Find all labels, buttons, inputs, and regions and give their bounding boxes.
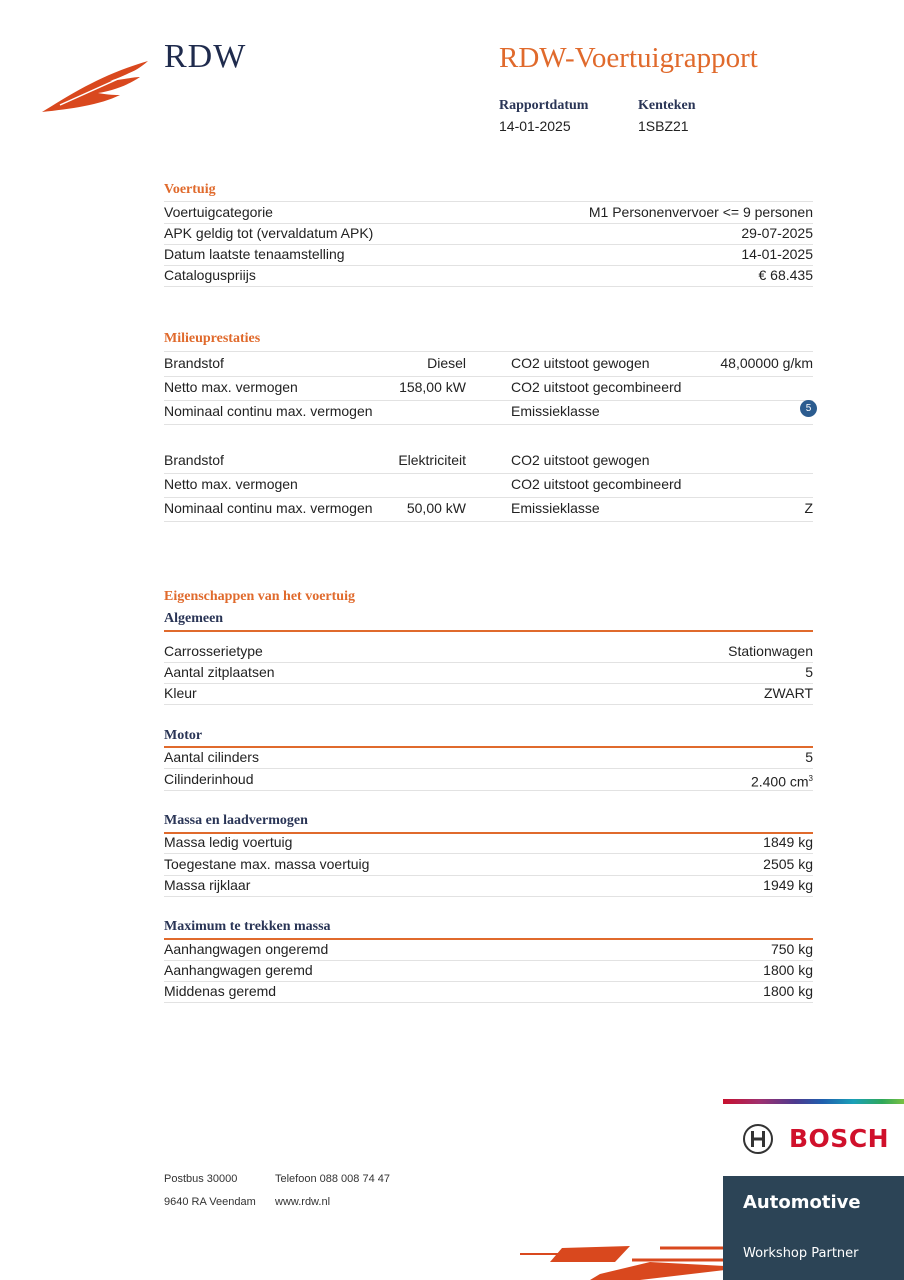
table-row — [164, 497, 813, 522]
table-row — [164, 939, 813, 961]
row-value: Stationwagen — [728, 643, 813, 659]
row-label: APK geldig tot (vervaldatum APK) — [164, 225, 374, 241]
row-value: 1800 kg — [763, 983, 813, 999]
speed-lines-graphic — [520, 1240, 725, 1280]
cell: CO2 uitstoot gecombineerd — [511, 379, 682, 395]
footer-plaats: 9640 RA Veendam — [164, 1196, 256, 1208]
bosch-color-stripe — [723, 1099, 904, 1104]
unit-superscript: 3 — [808, 774, 813, 783]
table-row — [164, 449, 813, 474]
cell: CO2 uitstoot gewogen — [511, 355, 650, 371]
algemeen-title: Algemeen — [164, 611, 224, 626]
row-value: 14-01-2025 — [741, 246, 813, 262]
row-value — [751, 769, 813, 792]
row-label: Voertuigcategorie — [164, 204, 273, 220]
divider — [164, 630, 813, 632]
cell: CO2 uitstoot gecombineerd — [511, 476, 682, 492]
voertuig-title: Voertuig — [164, 182, 216, 197]
table-row — [164, 351, 813, 377]
table-row — [164, 265, 813, 287]
row-value: 1949 kg — [763, 877, 813, 893]
cell: Diesel — [427, 355, 466, 371]
table-row — [164, 960, 813, 982]
cell: Emissieklasse — [511, 403, 600, 419]
table-row — [164, 875, 813, 897]
row-value: 29-07-2025 — [741, 225, 813, 241]
footer-postbus: Postbus 30000 — [164, 1173, 238, 1185]
row-value: 1849 kg — [763, 834, 813, 850]
table-row — [164, 473, 813, 498]
row-value: ZWART — [764, 685, 813, 701]
cell: Emissieklasse — [511, 500, 600, 516]
table-row — [164, 376, 813, 401]
footer-website-link[interactable]: www.rdw.nl — [275, 1196, 331, 1208]
cell: Elektriciteit — [398, 452, 466, 468]
row-value: 5 — [805, 664, 813, 680]
row-label: Datum laatste tenaamstelling — [164, 246, 345, 262]
bosch-armature-icon — [742, 1123, 774, 1155]
table-row — [164, 747, 813, 769]
cell: 50,00 kW — [406, 500, 466, 516]
rdw-logo-text: RDW — [164, 38, 247, 75]
table-row — [164, 244, 813, 266]
row-label: Toegestane max. massa voertuig — [164, 856, 370, 872]
row-value: 750 kg — [770, 941, 813, 957]
table-row — [164, 832, 813, 854]
table-row — [164, 683, 813, 705]
row-value: 2505 kg — [763, 856, 813, 872]
massa-title: Massa en laadvermogen — [164, 813, 308, 828]
table-row — [164, 769, 813, 791]
cell: Netto max. vermogen — [164, 476, 298, 492]
eigenschappen-title: Eigenschappen van het voertuig — [164, 589, 355, 604]
cell: 158,00 kW — [399, 379, 466, 395]
cell: Nominaal continu max. vermogen — [164, 403, 373, 419]
rapportdatum-value: 14-01-2025 — [499, 118, 571, 134]
row-label: Aantal cilinders — [164, 749, 259, 765]
table-row — [164, 641, 813, 663]
kenteken-value: 1SBZ21 — [638, 118, 689, 134]
row-label: Kleur — [164, 685, 197, 701]
cell: Brandstof — [164, 452, 224, 468]
row-label: Middenas geremd — [164, 983, 277, 999]
row-label: Massa ledig voertuig — [164, 834, 293, 850]
table-row — [164, 201, 813, 224]
row-label: Massa rijklaar — [164, 877, 251, 893]
report-title: RDW-Voertuigrapport — [499, 42, 758, 74]
kenteken-label: Kenteken — [638, 98, 696, 113]
table-row — [164, 223, 813, 245]
trekken-title: Maximum te trekken massa — [164, 919, 331, 934]
motor-title: Motor — [164, 728, 203, 743]
cell: 48,00000 g/km — [720, 355, 813, 371]
bosch-automotive: Automotive — [743, 1192, 861, 1213]
table-row — [164, 854, 813, 876]
cilinderinhoud-value: 2.400 cm — [750, 773, 809, 790]
cell: Nominaal continu max. vermogen — [164, 500, 373, 516]
table-row — [164, 400, 813, 425]
cell: Brandstof — [164, 355, 224, 371]
row-value: € 68.435 — [758, 267, 813, 283]
bosch-workshop-partner: Workshop Partner — [743, 1246, 859, 1261]
row-label: Cilinderinhoud — [164, 771, 254, 787]
table-row — [164, 662, 813, 684]
row-value: M1 Personenvervoer <= 9 personen — [588, 204, 813, 220]
table-row — [164, 981, 813, 1003]
row-value: 1800 kg — [763, 962, 813, 978]
row-label: Carrosserietype — [164, 643, 263, 659]
emissieklasse-badge: 5 — [800, 400, 817, 417]
row-label: Aanhangwagen ongeremd — [164, 941, 329, 957]
cell: Netto max. vermogen — [164, 379, 298, 395]
rapportdatum-label: Rapportdatum — [499, 98, 589, 113]
bosch-brand: BOSCH — [789, 1124, 890, 1153]
cell: CO2 uitstoot gewogen — [511, 452, 650, 468]
rdw-feather-logo — [40, 55, 150, 115]
row-label: Aantal zitplaatsen — [164, 664, 275, 680]
milieu-title: Milieuprestaties — [164, 331, 261, 346]
row-label: Cataloguspriijs — [164, 267, 256, 283]
cell: Z — [804, 500, 813, 516]
footer-telefoon: Telefoon 088 008 74 47 — [275, 1173, 390, 1185]
row-label: Aanhangwagen geremd — [164, 962, 313, 978]
row-value: 5 — [805, 749, 813, 765]
